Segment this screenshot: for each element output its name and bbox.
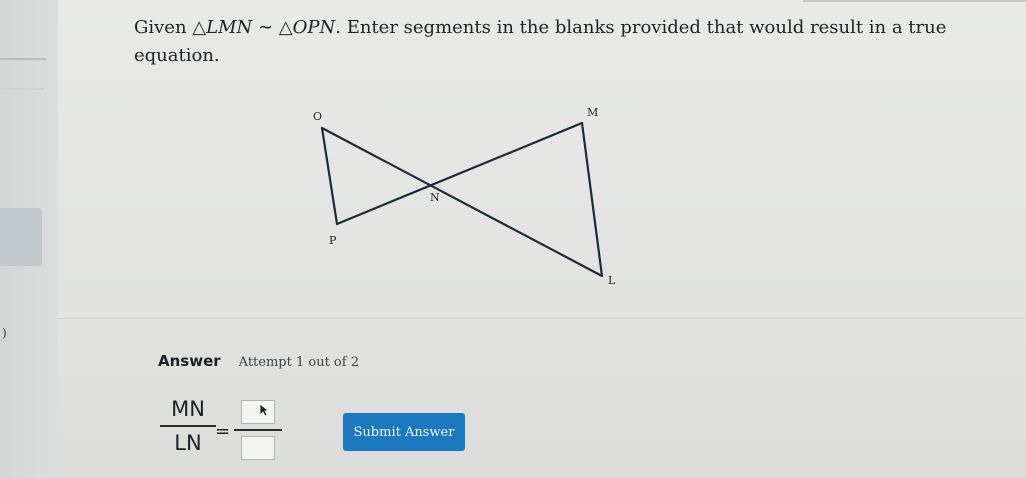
attempt-counter: Attempt 1 out of 2	[238, 355, 359, 370]
vertex-label-m: M	[587, 106, 599, 119]
question-instruction: . Enter segments in the blanks provided that would result in a true equation.	[134, 17, 947, 66]
fraction-denominator: LN	[174, 431, 202, 455]
submit-answer-button[interactable]: Submit Answer	[343, 413, 465, 451]
vertex-label-p: P	[329, 234, 337, 247]
segment-ml	[582, 123, 602, 276]
sidebar-edge-mark: )	[2, 326, 7, 340]
top-divider	[803, 0, 1026, 2]
answer-fraction	[234, 400, 282, 460]
fraction-bar	[160, 425, 216, 427]
vertex-label-o: O	[313, 110, 323, 123]
question-text	[134, 14, 994, 70]
question-panel	[58, 0, 1026, 478]
numerator-input[interactable]	[241, 400, 275, 424]
segment-on-nl	[322, 128, 602, 276]
mouse-pointer-icon	[259, 403, 269, 417]
segment-pn-nm	[337, 123, 582, 224]
answer-header	[158, 352, 359, 370]
vertex-label-n: N	[430, 191, 440, 204]
given-label: Given	[134, 17, 187, 38]
similarity-statement: △LMN ∼ △OPN	[192, 17, 336, 38]
sidebar-divider	[0, 88, 44, 90]
answer-fraction-bar	[234, 429, 282, 431]
denominator-input[interactable]	[241, 436, 275, 460]
vertex-label-l: L	[608, 274, 616, 287]
fraction-numerator: MN	[171, 397, 205, 421]
segment-op	[322, 128, 337, 224]
sidebar-tab[interactable]	[0, 208, 42, 266]
given-fraction	[158, 396, 218, 456]
triangle-diagram	[308, 98, 638, 298]
sidebar-divider	[0, 58, 46, 60]
answer-label: Answer	[158, 352, 221, 370]
equals-sign: =	[215, 421, 231, 442]
left-sidebar	[0, 0, 58, 478]
section-divider	[58, 318, 1026, 319]
